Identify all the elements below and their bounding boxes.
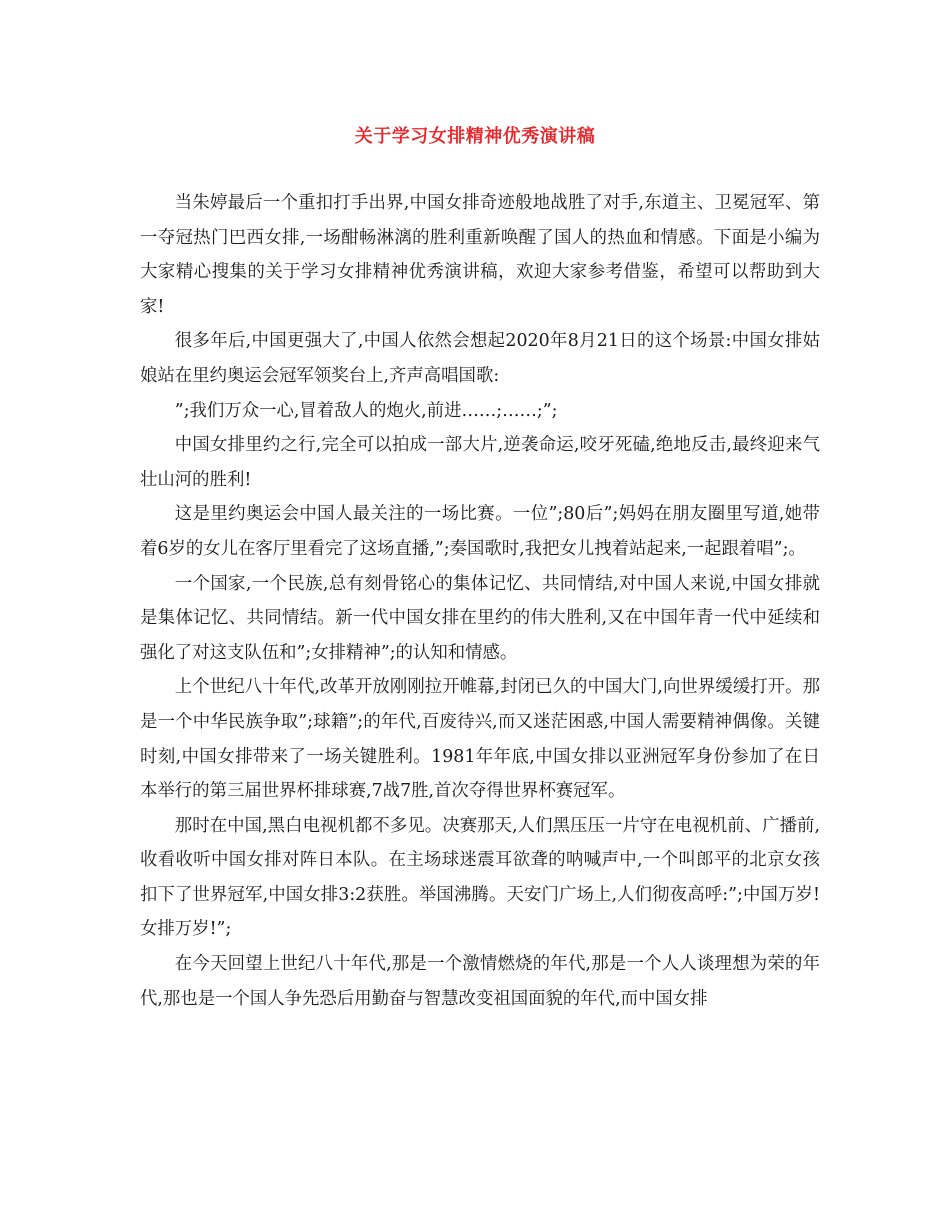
paragraph: 一个国家,一个民族,总有刻骨铭心的集体记忆、共同情结,对中国人来说,中国女排就是集体记忆、共同情结。新一代中国女排在里约的伟大胜利,又在中国年青一代中延续和强化了对这支队伍和”;女排精神”;的认知和情感。 [140, 573, 820, 663]
paragraph: 这是里约奥运会中国人最关注的一场比赛。一位”;80后”;妈妈在朋友圈里写道,她带着6岁的女儿在客厅里看完了这场直播,”;奏国歌时,我把女儿拽着站起来,一起跟着唱”;。 [140, 504, 820, 559]
document-body [140, 186, 820, 1016]
paragraph: 当朱婷最后一个重扣打手出界,中国女排奇迹般地战胜了对手,东道主、卫冕冠军、第一夺冠热门巴西女排,一场酣畅淋漓的胜利重新唤醒了国人的热血和情感。下面是小编为大家精心搜集的关于学习女排精神优秀演讲稿，欢迎大家参考借鉴，希望可以帮助到大家! [140, 193, 820, 317]
paragraph: 那时在中国,黑白电视机都不多见。决赛那天,人们黑压压一片守在电视机前、广播前,收看收听中国女排对阵日本队。在主场球迷震耳欲聋的呐喊声中,一个叫郎平的北京女孩扣下了世界冠军,中国女排3:2获胜。举国沸腾。天安门广场上,人们彻夜高呼:”;中国万岁!女排万岁!”; [140, 815, 820, 940]
paragraph: 上个世纪八十年代,改革开放刚刚拉开帷幕,封闭已久的中国大门,向世界缓缓打开。那是一个中华民族争取”;球籍”;的年代,百废待兴,而又迷茫困惑,中国人需要精神偶像。关键时刻,中国女排带来了一场关键胜利。1981年年底,中国女排以亚洲冠军身份参加了在日本举行的第三届世界杯排球赛,7战7胜,首次夺得世界杯赛冠军。 [140, 677, 820, 802]
paragraph: 很多年后,中国更强大了,中国人依然会想起2020年8月21日的这个场景:中国女排姑娘站在里约奥运会冠军领奖台上,齐声高唱国歌: [140, 331, 820, 386]
document-title: 关于学习女排精神优秀演讲稿 [354, 126, 596, 147]
paragraph: 在今天回望上世纪八十年代,那是一个激情燃烧的年代,那是一个人人谈理想为荣的年代,那也是一个国人争先恐后用勤奋与智慧改变祖国面貌的年代,而中国女排 [140, 954, 820, 1009]
paragraph: 中国女排里约之行,完全可以拍成一部大片,逆袭命运,咬牙死磕,绝地反击,最终迎来气壮山河的胜利! [140, 435, 820, 490]
paragraph: ”;我们万众一心,冒着敌人的炮火,前进……;……;”; [174, 400, 558, 421]
